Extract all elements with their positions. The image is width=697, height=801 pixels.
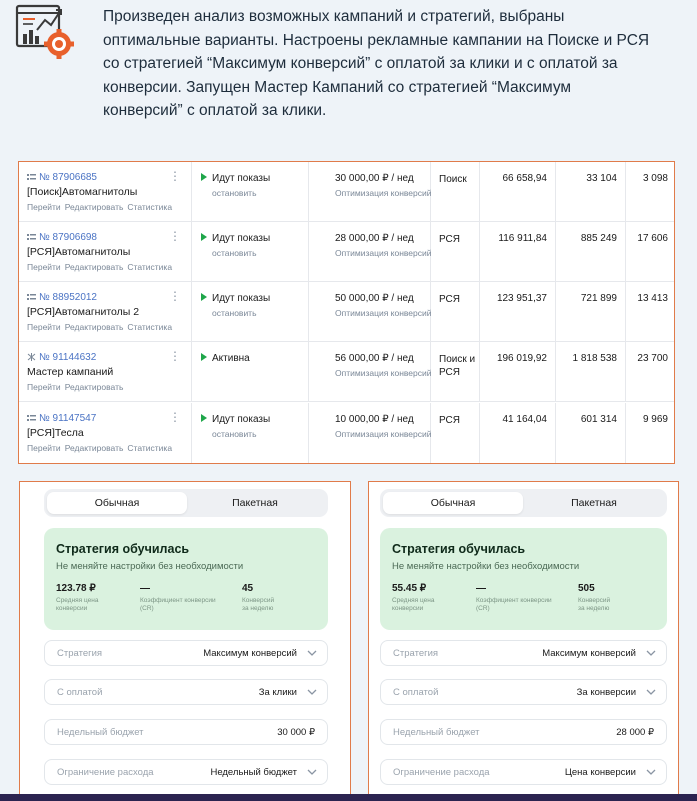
metric-label: Коэффициент конверсии (CR) bbox=[476, 597, 552, 612]
campaign-id[interactable] bbox=[27, 292, 97, 303]
campaign-links bbox=[27, 382, 127, 392]
campaign-cell bbox=[19, 222, 192, 281]
metric-value: 505 bbox=[578, 583, 595, 594]
strategy-panel-right bbox=[368, 481, 679, 795]
campaign-cell bbox=[19, 162, 192, 221]
strategy-mode-toggle bbox=[44, 489, 328, 517]
table-row bbox=[19, 403, 674, 463]
campaign-id[interactable] bbox=[27, 413, 96, 424]
field-value: 30 000 ₽ bbox=[277, 727, 315, 738]
intro-line: оптимальные варианты. Настроены рекламные кампании на Поиске и РСЯ bbox=[103, 31, 650, 49]
impressions-cell bbox=[556, 403, 626, 463]
campaign-id[interactable] bbox=[27, 352, 96, 363]
payment-select[interactable] bbox=[44, 679, 328, 705]
more-options-icon[interactable]: ⋮ bbox=[169, 410, 181, 424]
campaign-id[interactable] bbox=[27, 172, 97, 183]
status-label bbox=[201, 414, 270, 425]
field-value: За конверсии bbox=[576, 687, 636, 698]
campaign-id-text: № 87906685 bbox=[39, 172, 97, 183]
intro-line: Произведен анализ возможных кампаний и стратегий, выбраны bbox=[103, 8, 565, 25]
clicks-value: 3 098 bbox=[642, 173, 668, 184]
campaign-type-icon bbox=[27, 173, 36, 181]
campaign-id-text: № 87906698 bbox=[39, 232, 97, 243]
play-status-icon bbox=[201, 353, 207, 361]
metric-label: Средняя цена конверсии bbox=[56, 597, 99, 612]
strategy-select[interactable] bbox=[380, 640, 667, 666]
stats-link[interactable]: Статистика bbox=[127, 322, 173, 332]
edit-link[interactable]: Редактировать bbox=[64, 322, 124, 332]
chevron-down-icon[interactable] bbox=[307, 768, 317, 776]
clicks-value: 17 606 bbox=[637, 233, 668, 244]
budget-cell bbox=[309, 342, 431, 401]
weekly-budget-input[interactable] bbox=[44, 719, 328, 745]
placement-cell bbox=[431, 403, 480, 463]
tab-regular[interactable]: Обычная bbox=[47, 492, 187, 514]
placement-cell bbox=[431, 222, 480, 281]
clicks-cell bbox=[626, 162, 674, 221]
cost-cell bbox=[480, 282, 556, 341]
strategy-status-subtitle: Не меняйте настройки без необходимости bbox=[392, 561, 580, 572]
impressions-cell bbox=[556, 282, 626, 341]
cost-value: 123 951,37 bbox=[496, 293, 547, 304]
strategy-panel-inner bbox=[380, 489, 667, 795]
budget-strategy: Оптимизация конверсий bbox=[335, 248, 432, 258]
campaign-id-text: № 91144632 bbox=[39, 352, 97, 363]
status-cell bbox=[192, 222, 309, 281]
more-options-icon[interactable]: ⋮ bbox=[169, 229, 181, 243]
placement-cell bbox=[431, 162, 480, 221]
clicks-value: 23 700 bbox=[637, 353, 668, 364]
intro-section bbox=[0, 0, 697, 150]
status-label bbox=[201, 353, 250, 364]
field-label: Стратегия bbox=[57, 648, 103, 659]
spend-limit-select[interactable] bbox=[44, 759, 328, 785]
budget-strategy: Оптимизация конверсий bbox=[335, 188, 432, 198]
budget-cell bbox=[309, 282, 431, 341]
campaign-id-text: № 91147547 bbox=[39, 413, 97, 424]
strategy-metric bbox=[578, 583, 610, 613]
open-link[interactable]: Перейти bbox=[27, 202, 61, 212]
tab-regular[interactable]: Обычная bbox=[383, 492, 523, 514]
edit-link[interactable]: Редактировать bbox=[64, 382, 124, 392]
campaign-links bbox=[27, 202, 176, 212]
edit-link[interactable]: Редактировать bbox=[64, 443, 124, 453]
metric-label: Коэффициент конверсии (CR) bbox=[140, 597, 216, 612]
campaign-cell bbox=[19, 403, 192, 463]
edit-link[interactable]: Редактировать bbox=[64, 262, 124, 272]
status-cell bbox=[192, 282, 309, 341]
campaign-name[interactable]: [РСЯ]Автомагнитолы bbox=[27, 246, 131, 258]
status-text: Идут показы bbox=[212, 414, 271, 425]
clicks-cell bbox=[626, 342, 674, 401]
placement-cell bbox=[431, 282, 480, 341]
clicks-cell bbox=[626, 403, 674, 463]
placement: РСЯ bbox=[439, 294, 461, 305]
metric-value: — bbox=[140, 583, 150, 594]
strategy-status-title: Стратегия обучилась bbox=[56, 542, 190, 556]
placement-cell bbox=[431, 342, 480, 401]
cost-cell bbox=[480, 162, 556, 221]
impressions-cell bbox=[556, 342, 626, 401]
campaign-type-icon bbox=[27, 293, 36, 301]
metric-value: 45 bbox=[242, 583, 254, 594]
strategy-status-card bbox=[44, 528, 328, 630]
campaign-cell bbox=[19, 342, 192, 401]
strategy-status-subtitle: Не меняйте настройки без необходимости bbox=[56, 561, 244, 572]
weekly-budget-input[interactable] bbox=[380, 719, 667, 745]
status-label bbox=[201, 233, 270, 244]
cost-cell bbox=[480, 403, 556, 463]
field-value: За клики bbox=[258, 687, 297, 698]
campaign-links bbox=[27, 262, 176, 272]
play-status-icon bbox=[201, 173, 207, 181]
impressions-value: 885 249 bbox=[580, 233, 617, 244]
field-label: Недельный бюджет bbox=[393, 727, 480, 738]
field-value: Максимум конверсий bbox=[203, 648, 297, 659]
intro-line: со стратегией “Максимум конверсий” с оплатой за клики и с оплатой за bbox=[103, 55, 618, 73]
status-text: Идут показы bbox=[212, 293, 271, 304]
placement: РСЯ bbox=[439, 415, 461, 426]
campaign-links bbox=[27, 322, 176, 332]
budget-cell bbox=[309, 403, 431, 463]
cost-cell bbox=[480, 342, 556, 401]
status-text: Идут показы bbox=[212, 173, 271, 184]
stats-link[interactable]: Статистика bbox=[127, 262, 173, 272]
payment-select[interactable] bbox=[380, 679, 667, 705]
strategy-metric bbox=[56, 583, 98, 613]
edit-link[interactable]: Редактировать bbox=[64, 202, 124, 212]
campaign-id-text: № 88952012 bbox=[39, 292, 97, 303]
campaign-name[interactable]: [Поиск]Автомагнитолы bbox=[27, 186, 138, 198]
budget-cell bbox=[309, 162, 431, 221]
strategy-metric bbox=[242, 583, 274, 613]
open-link[interactable]: Перейти bbox=[27, 262, 61, 272]
strategy-metric bbox=[140, 583, 216, 613]
table-row bbox=[19, 162, 674, 222]
impressions-cell bbox=[556, 222, 626, 281]
cost-value: 41 164,04 bbox=[502, 414, 547, 425]
strategy-select[interactable] bbox=[44, 640, 328, 666]
campaign-name[interactable]: [РСЯ]Автомагнитолы 2 bbox=[27, 306, 140, 318]
spend-limit-select[interactable] bbox=[380, 759, 667, 785]
chevron-down-icon[interactable] bbox=[307, 649, 317, 657]
field-label: Ограничение расхода bbox=[393, 767, 490, 778]
more-options-icon[interactable]: ⋮ bbox=[169, 289, 181, 303]
campaign-links bbox=[27, 443, 176, 453]
metric-value: 123.78 ₽ bbox=[56, 583, 96, 594]
play-status-icon bbox=[201, 233, 207, 241]
table-row bbox=[19, 222, 674, 282]
budget-value: 56 000,00 ₽ / нед bbox=[335, 353, 414, 364]
status-cell bbox=[192, 162, 309, 221]
campaigns-table bbox=[18, 161, 675, 464]
strategy-mode-toggle bbox=[380, 489, 667, 517]
open-link[interactable]: Перейти bbox=[27, 443, 61, 453]
metric-label: Конверсий за неделю bbox=[242, 597, 275, 612]
metric-value: — bbox=[476, 583, 486, 594]
campaign-type-icon bbox=[27, 233, 36, 241]
chevron-down-icon[interactable] bbox=[646, 649, 656, 657]
table-row bbox=[19, 282, 674, 342]
cost-cell bbox=[480, 222, 556, 281]
stop-link[interactable]: остановить bbox=[212, 429, 257, 439]
cost-value: 66 658,94 bbox=[502, 173, 547, 184]
stop-link[interactable]: остановить bbox=[212, 188, 257, 198]
field-label: С оплатой bbox=[57, 687, 103, 698]
impressions-value: 1 818 538 bbox=[572, 353, 617, 364]
impressions-value: 33 104 bbox=[586, 173, 617, 184]
budget-strategy: Оптимизация конверсий bbox=[335, 368, 432, 378]
status-text: Идут показы bbox=[212, 233, 271, 244]
strategy-metric bbox=[392, 583, 434, 613]
budget-cell bbox=[309, 222, 431, 281]
stop-link[interactable]: остановить bbox=[212, 248, 257, 258]
play-status-icon bbox=[201, 414, 207, 422]
field-label: Ограничение расхода bbox=[57, 767, 154, 778]
strategy-status-card bbox=[380, 528, 667, 630]
campaign-cell bbox=[19, 282, 192, 341]
cost-value: 196 019,92 bbox=[496, 353, 547, 364]
clicks-cell bbox=[626, 222, 674, 281]
impressions-value: 721 899 bbox=[580, 293, 617, 304]
impressions-cell bbox=[556, 162, 626, 221]
analytics-gear-icon bbox=[15, 4, 75, 60]
field-value: Цена конверсии bbox=[564, 767, 636, 778]
play-status-icon bbox=[201, 293, 207, 301]
budget-value: 10 000,00 ₽ / нед bbox=[335, 414, 414, 425]
chevron-down-icon[interactable] bbox=[307, 688, 317, 696]
stop-link[interactable]: остановить bbox=[212, 308, 257, 318]
field-label: Стратегия bbox=[393, 648, 439, 659]
intro-paragraph bbox=[103, 5, 697, 123]
metric-label: Средняя цена конверсии bbox=[392, 597, 435, 612]
clicks-cell bbox=[626, 282, 674, 341]
status-cell bbox=[192, 403, 309, 463]
placement: РСЯ bbox=[439, 234, 461, 245]
budget-strategy: Оптимизация конверсий bbox=[335, 308, 432, 318]
table-row bbox=[19, 342, 674, 402]
field-value: Недельный бюджет bbox=[210, 767, 297, 778]
open-link[interactable]: Перейти bbox=[27, 322, 61, 332]
strategy-panel-left bbox=[19, 481, 351, 795]
intro-line: конверсий” с оплатой за клики. bbox=[103, 102, 327, 120]
campaign-type-icon bbox=[27, 414, 36, 422]
bottom-bar bbox=[0, 794, 697, 801]
clicks-value: 13 413 bbox=[637, 293, 668, 304]
budget-value: 28 000,00 ₽ / нед bbox=[335, 233, 414, 244]
budget-value: 30 000,00 ₽ / нед bbox=[335, 173, 414, 184]
field-label: С оплатой bbox=[393, 687, 439, 698]
status-label bbox=[201, 293, 270, 304]
status-label bbox=[201, 173, 270, 184]
budget-strategy: Оптимизация конверсий bbox=[335, 429, 432, 439]
campaign-name[interactable]: Мастер кампаний bbox=[27, 366, 114, 378]
cost-value: 116 911,84 bbox=[498, 233, 547, 244]
tab-batch[interactable]: Пакетная bbox=[232, 497, 278, 509]
stats-link[interactable]: Статистика bbox=[127, 443, 173, 453]
tab-batch[interactable]: Пакетная bbox=[571, 497, 617, 509]
more-options-icon[interactable]: ⋮ bbox=[169, 169, 181, 183]
chevron-down-icon[interactable] bbox=[646, 768, 656, 776]
stats-link[interactable]: Статистика bbox=[127, 202, 173, 212]
strategy-metric bbox=[476, 583, 552, 613]
impressions-value: 601 314 bbox=[580, 414, 617, 425]
budget-value: 50 000,00 ₽ / нед bbox=[335, 293, 414, 304]
open-link[interactable]: Перейти bbox=[27, 382, 61, 392]
status-text: Активна bbox=[212, 353, 250, 364]
clicks-value: 9 969 bbox=[642, 414, 668, 425]
campaign-name[interactable]: [РСЯ]Тесла bbox=[27, 427, 84, 439]
field-label: Недельный бюджет bbox=[57, 727, 144, 738]
placement: Поиск bbox=[439, 174, 467, 185]
campaign-id[interactable] bbox=[27, 232, 97, 243]
placement: Поиск и РСЯ bbox=[439, 354, 476, 378]
chevron-down-icon[interactable] bbox=[646, 688, 656, 696]
master-campaign-icon bbox=[27, 353, 36, 361]
metric-value: 55.45 ₽ bbox=[392, 583, 427, 594]
more-options-icon[interactable]: ⋮ bbox=[169, 349, 181, 363]
field-value: Максимум конверсий bbox=[542, 648, 636, 659]
strategy-status-title: Стратегия обучилась bbox=[392, 542, 526, 556]
status-cell bbox=[192, 342, 309, 401]
intro-line: конверсии. Запущен Мастер Кампаний со стратегией “Максимум bbox=[103, 78, 572, 96]
metric-label: Конверсий за неделю bbox=[578, 597, 611, 612]
field-value: 28 000 ₽ bbox=[616, 727, 654, 738]
strategy-panel-inner bbox=[44, 489, 328, 795]
